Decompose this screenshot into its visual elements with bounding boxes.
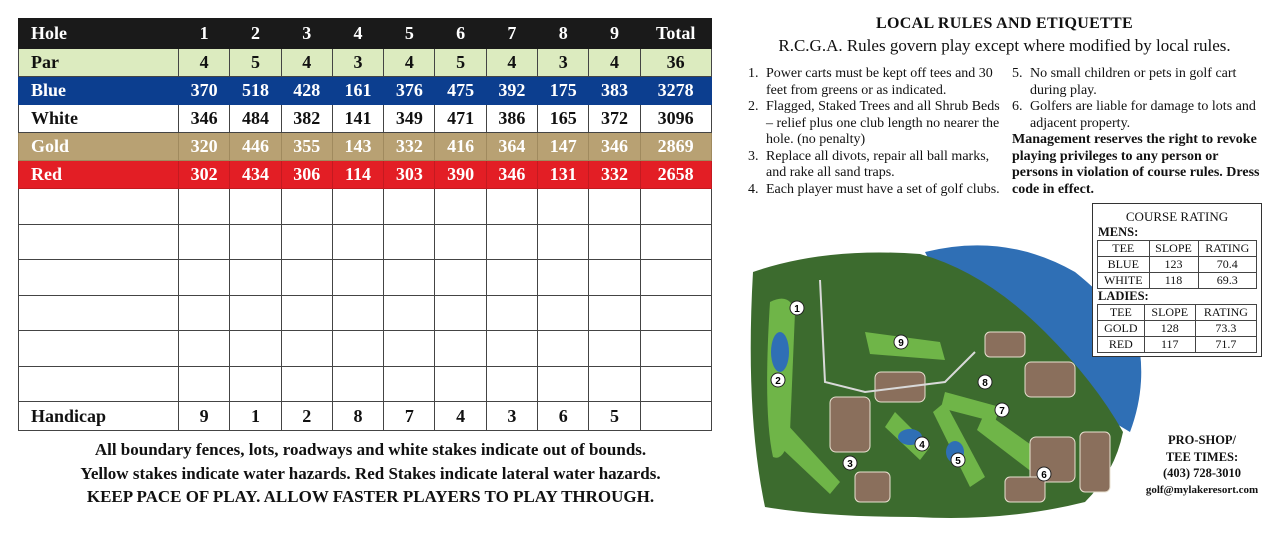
row-label: Handicap (19, 402, 179, 431)
proshop-phone[interactable]: (403) 728-3010 (1162, 466, 1242, 480)
ladies-label: LADIES: (1098, 289, 1149, 303)
cell: 484 (230, 105, 281, 133)
row-label: Gold (19, 133, 179, 161)
player-score-row[interactable] (19, 224, 712, 260)
svg-text:9: 9 (898, 338, 904, 349)
player-score-row[interactable] (19, 260, 712, 296)
rating-cell: 71.7 (1195, 337, 1256, 353)
hole-marker-6 (1037, 467, 1051, 481)
rule-text: Flagged, Staked Trees and all Shrub Beds – relief plus one club length no nearer the hole. (no penalty) (766, 99, 1000, 147)
course-rating-title: COURSE RATING (1125, 209, 1229, 224)
tee-cell: RED (1098, 337, 1145, 353)
svg-text:3: 3 (847, 459, 853, 470)
svg-text:6: 6 (1041, 470, 1047, 481)
hole-number: 1 (179, 19, 230, 49)
rating-row (1098, 321, 1257, 337)
white-tee-row (19, 105, 712, 133)
hole-number: 5 (384, 19, 435, 49)
col-header: SLOPE (1144, 305, 1195, 321)
rule-text: Power carts must be kept off tees and 30 feet from greens or as indicated. (766, 66, 993, 98)
rules-list-right (1012, 66, 1262, 198)
cell: 471 (435, 105, 486, 133)
col-header: RATING (1198, 241, 1257, 257)
rating-row (1098, 257, 1257, 273)
svg-text:4: 4 (919, 440, 925, 451)
slope-cell: 123 (1149, 257, 1198, 273)
cell: 141 (332, 105, 383, 133)
cell: 9 (179, 402, 230, 431)
proshop-label: PRO-SHOP/ (1167, 433, 1237, 447)
cell: 364 (486, 133, 537, 161)
total-label: Total (640, 19, 711, 49)
hole-marker-1 (790, 301, 804, 315)
row-label: White (19, 105, 179, 133)
blue-tee-row (19, 77, 712, 105)
hole-marker-9 (894, 335, 908, 349)
hole-number: 2 (230, 19, 281, 49)
rule-item (748, 149, 1006, 182)
cell: 4 (179, 49, 230, 77)
tee-cell: GOLD (1098, 321, 1145, 337)
cell: 302 (179, 161, 230, 189)
cell: 4 (589, 49, 640, 77)
notice-line: Yellow stakes indicate water hazards. Red Stakes indicate lateral water hazards. (80, 463, 661, 483)
col-header: TEE (1098, 305, 1145, 321)
rating-cell: 70.4 (1198, 257, 1257, 273)
proshop-email[interactable]: golf@mylakeresort.com (1145, 483, 1259, 496)
cell: 355 (281, 133, 332, 161)
tee-cell: WHITE (1098, 273, 1150, 289)
player-score-row[interactable] (19, 295, 712, 331)
row-label: Blue (19, 77, 179, 105)
cell: 1 (230, 402, 281, 431)
cell: 320 (179, 133, 230, 161)
svg-text:2: 2 (775, 376, 781, 387)
svg-text:1: 1 (794, 304, 800, 315)
hole-marker-5 (951, 453, 965, 467)
rule-number: 2. (748, 99, 759, 114)
cell: 306 (281, 161, 332, 189)
rating-cell: 73.3 (1195, 321, 1256, 337)
row-label: Red (19, 161, 179, 189)
rule-item (748, 66, 1006, 99)
cell: 147 (538, 133, 589, 161)
rule-item (1012, 66, 1262, 99)
row-total: 3278 (640, 77, 711, 105)
rule-number: 5. (1012, 66, 1023, 81)
rule-text: No small children or pets in golf cart during play. (1030, 66, 1237, 98)
row-total: 2869 (640, 133, 711, 161)
out-of-bounds-notice (18, 438, 723, 509)
gold-tee-row (19, 133, 712, 161)
hole-number: 7 (486, 19, 537, 49)
rule-text: Each player must have a set of golf clubs. (766, 181, 1000, 197)
row-total: 2658 (640, 161, 711, 189)
svg-text:7: 7 (999, 406, 1005, 417)
slope-cell: 117 (1144, 337, 1195, 353)
cell: 346 (179, 105, 230, 133)
hole-number: 6 (435, 19, 486, 49)
cell: 2 (281, 402, 332, 431)
rating-header-row (1098, 241, 1257, 257)
cell: 303 (384, 161, 435, 189)
rule-item (748, 99, 1006, 149)
pond (771, 332, 789, 372)
cell: 114 (332, 161, 383, 189)
slope-cell: 128 (1144, 321, 1195, 337)
cell: 518 (230, 77, 281, 105)
scorecard-table (18, 18, 712, 431)
cell: 143 (332, 133, 383, 161)
cell: 349 (384, 105, 435, 133)
management-notice: Management reserves the right to revoke playing privileges to any person or persons in violation of course rules. Dress code in effect. (1012, 132, 1260, 197)
cell: 428 (281, 77, 332, 105)
cell: 332 (384, 133, 435, 161)
cell: 416 (435, 133, 486, 161)
notice-line: KEEP PACE OF PLAY. ALLOW FASTER PLAYERS TO PLAY THROUGH. (86, 487, 655, 506)
cell: 6 (538, 402, 589, 431)
hole-marker-8 (978, 375, 992, 389)
rules-list-left (748, 66, 1006, 198)
hole-number: 3 (281, 19, 332, 49)
rule-number: 1. (748, 66, 759, 81)
par-row (19, 49, 712, 77)
tee-times-label: TEE TIMES: (1165, 449, 1239, 464)
svg-text:8: 8 (982, 378, 988, 389)
rules-title: LOCAL RULES AND ETIQUETTE (876, 15, 1133, 32)
row-total: 36 (640, 49, 711, 77)
cell: 131 (538, 161, 589, 189)
cell: 386 (486, 105, 537, 133)
course-rating-box (1092, 203, 1262, 357)
rule-text: Replace all divots, repair all ball marks, and rake all sand traps. (766, 148, 990, 180)
cell: 165 (538, 105, 589, 133)
cell: 175 (538, 77, 589, 105)
rating-row (1098, 337, 1257, 353)
mens-label: MENS: (1098, 225, 1139, 239)
cell: 382 (281, 105, 332, 133)
rule-number: 6. (1012, 99, 1023, 114)
cell: 383 (589, 77, 640, 105)
cell: 390 (435, 161, 486, 189)
cell: 161 (332, 77, 383, 105)
cell: 7 (384, 402, 435, 431)
svg-text:5: 5 (955, 456, 961, 467)
cell: 4 (281, 49, 332, 77)
cell: 376 (384, 77, 435, 105)
rule-item (1012, 99, 1262, 132)
rules-subtitle: R.C.G.A. Rules govern play except where modified by local rules. (778, 36, 1231, 55)
cell: 370 (179, 77, 230, 105)
cell: 5 (230, 49, 281, 77)
course-map (745, 232, 1145, 522)
cell: 3 (538, 49, 589, 77)
cell: 4 (435, 402, 486, 431)
cell: 346 (486, 161, 537, 189)
col-header: RATING (1195, 305, 1256, 321)
cell: 475 (435, 77, 486, 105)
col-header: TEE (1098, 241, 1150, 257)
hole-marker-2 (771, 373, 785, 387)
cell: 372 (589, 105, 640, 133)
rating-row (1098, 273, 1257, 289)
rule-number: 3. (748, 148, 759, 164)
hole-marker-3 (843, 456, 857, 470)
rule-text: Golfers are liable for damage to lots and adjacent property. (1030, 99, 1256, 131)
tee-cell: BLUE (1098, 257, 1150, 273)
notice-line: All boundary fences, lots, roadways and white stakes indicate out of bounds. (94, 440, 647, 459)
rule-item (748, 182, 1006, 199)
hole-number: 8 (538, 19, 589, 49)
row-total: 3096 (640, 105, 711, 133)
rule-number: 4. (748, 181, 759, 197)
cell: 446 (230, 133, 281, 161)
player-score-row[interactable] (19, 366, 712, 402)
cell: 332 (589, 161, 640, 189)
row-label: Par (19, 49, 179, 77)
col-header: SLOPE (1149, 241, 1198, 257)
hole-number: 4 (332, 19, 383, 49)
cell: 346 (589, 133, 640, 161)
hole-number: 9 (589, 19, 640, 49)
hole-marker-7 (995, 403, 1009, 417)
player-score-row[interactable] (19, 331, 712, 367)
slope-cell: 118 (1149, 273, 1198, 289)
cell: 5 (435, 49, 486, 77)
ladies-rating-table (1097, 304, 1257, 353)
cell: 4 (384, 49, 435, 77)
handicap-row (19, 402, 712, 431)
row-total (640, 402, 711, 431)
rating-header-row (1098, 305, 1257, 321)
cell: 392 (486, 77, 537, 105)
cell: 8 (332, 402, 383, 431)
red-tee-row (19, 161, 712, 189)
scorecard-header-row (19, 19, 712, 49)
mens-rating-table (1097, 240, 1257, 289)
cell: 4 (486, 49, 537, 77)
cell: 3 (486, 402, 537, 431)
cell: 3 (332, 49, 383, 77)
rating-cell: 69.3 (1198, 273, 1257, 289)
proshop-contact (1138, 432, 1266, 498)
hole-label: Hole (19, 19, 179, 49)
hole-marker-4 (915, 437, 929, 451)
cell: 5 (589, 402, 640, 431)
cell: 434 (230, 161, 281, 189)
player-score-row[interactable] (19, 189, 712, 225)
